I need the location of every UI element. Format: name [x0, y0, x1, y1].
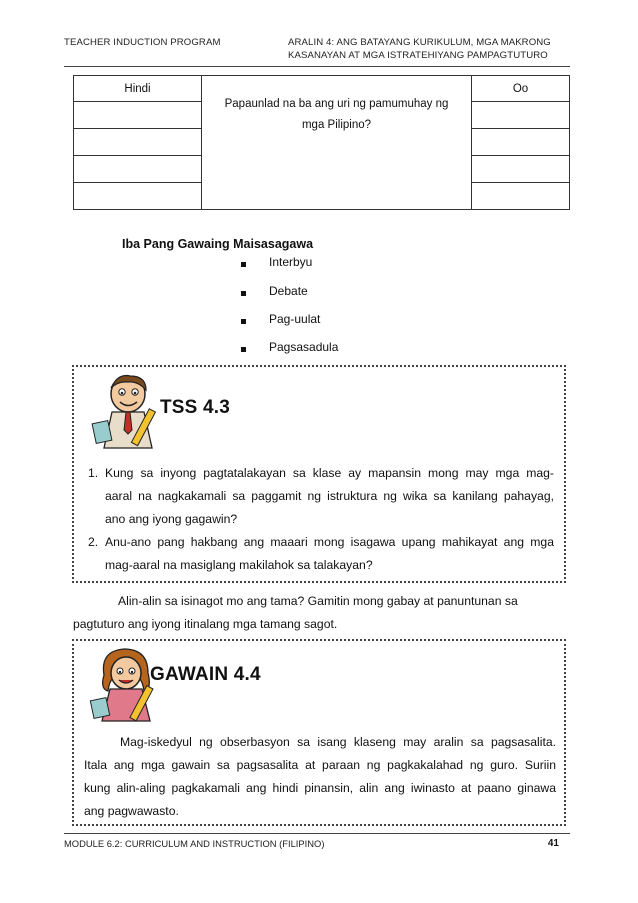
header-divider [64, 66, 570, 67]
table-cell-hindi [74, 183, 202, 210]
table-header-hindi: Hindi [74, 76, 202, 102]
other-activities-title: Iba Pang Gawaing Maisasagawa [122, 237, 314, 251]
header-lesson-title [288, 36, 580, 62]
gawain-line4: ang pagwawasto. [84, 804, 179, 818]
table-cell-hindi [74, 156, 202, 183]
bullet-icon [241, 262, 246, 267]
bullet-icon [241, 291, 246, 296]
gawain-instructions [84, 731, 556, 823]
tss-question-1 [105, 462, 554, 531]
bullet-icon [241, 347, 246, 352]
instruction-line1: Alin-alin sa isinagot mo ang tama? Gamitin mong gabay at panuntunan sa [118, 594, 518, 608]
tss-question-2-line1: Anu-ano pang hakbang ang maaari mong isagawa upang mahikayat ang mga [105, 535, 554, 549]
tss-question-2 [105, 531, 554, 577]
question-number: 1. [88, 466, 99, 480]
table-cell-oo [472, 129, 570, 156]
gawain-line1: Mag-iskedyul ng obserbasyon sa isang klaseng may aralin sa pagsasalita. [120, 735, 556, 749]
table-question-line2: mga Pilipino? [301, 119, 372, 131]
page-number: 41 [547, 838, 559, 849]
tss-question-1-line3: ano ang iyong gagawin? [105, 512, 238, 526]
teacher-cartoon-icon [88, 372, 168, 450]
gawain-line2: Itala ang mga gawain sa pagsasalita at paraan ng pagkakalahad ng guro. Suriin [84, 758, 556, 772]
table-cell-oo [472, 102, 570, 129]
activity-item: Pagsasadula [269, 340, 339, 354]
tss-title: TSS 4.3 [160, 397, 231, 418]
header-lesson-line2: KASANAYAN AT MGA ISTRATEHIYANG PAMPAGTUTURO [288, 50, 548, 61]
question-number: 2. [88, 535, 99, 549]
gawain-line3: kung alin-aling pagkakamali ang hindi pinansin, alin ang iwinasto at paano ginawa [84, 781, 556, 795]
instruction-line2: pagtuturo ang iyong itinalang mga tamang sagot. [73, 617, 338, 631]
table-cell-oo [472, 183, 570, 210]
gawain-box [72, 639, 566, 826]
table-question [202, 76, 472, 210]
header-lesson-line1: ARALIN 4: ANG BATAYANG KURIKULUM, MGA MAKRONG [288, 37, 551, 48]
tss-question-1-line1: Kung sa inyong pagtatalakayan sa klase ay mapansin mong may mga mag- [105, 466, 554, 480]
activity-item: Debate [269, 284, 308, 298]
table-question-line1: Papaunlad na ba ang uri ng pamumuhay ng [224, 98, 449, 110]
activity-item: Pag-uulat [269, 312, 321, 326]
tss-question-2-line2: mag-aaral na masiglang makilahok sa talakayan? [105, 558, 373, 572]
gawain-title: GAWAIN 4.4 [150, 664, 261, 685]
activity-item: Interbyu [269, 255, 313, 269]
footer-module: MODULE 6.2: CURRICULUM AND INSTRUCTION (FILIPINO) [64, 838, 325, 849]
tss-box [72, 365, 566, 583]
bullet-icon [241, 319, 246, 324]
table-cell-oo [472, 156, 570, 183]
header-program: TEACHER INDUCTION PROGRAM [64, 37, 221, 48]
table-header-oo: Oo [472, 76, 570, 102]
table-cell-hindi [74, 102, 202, 129]
footer-divider [64, 833, 570, 834]
tss-question-1-line2: aaral na nagkakamali sa paggamit ng istruktura ng wika sa kanilang pahayag, [105, 489, 554, 503]
table-cell-hindi [74, 129, 202, 156]
hindi-oo-table [73, 75, 570, 210]
